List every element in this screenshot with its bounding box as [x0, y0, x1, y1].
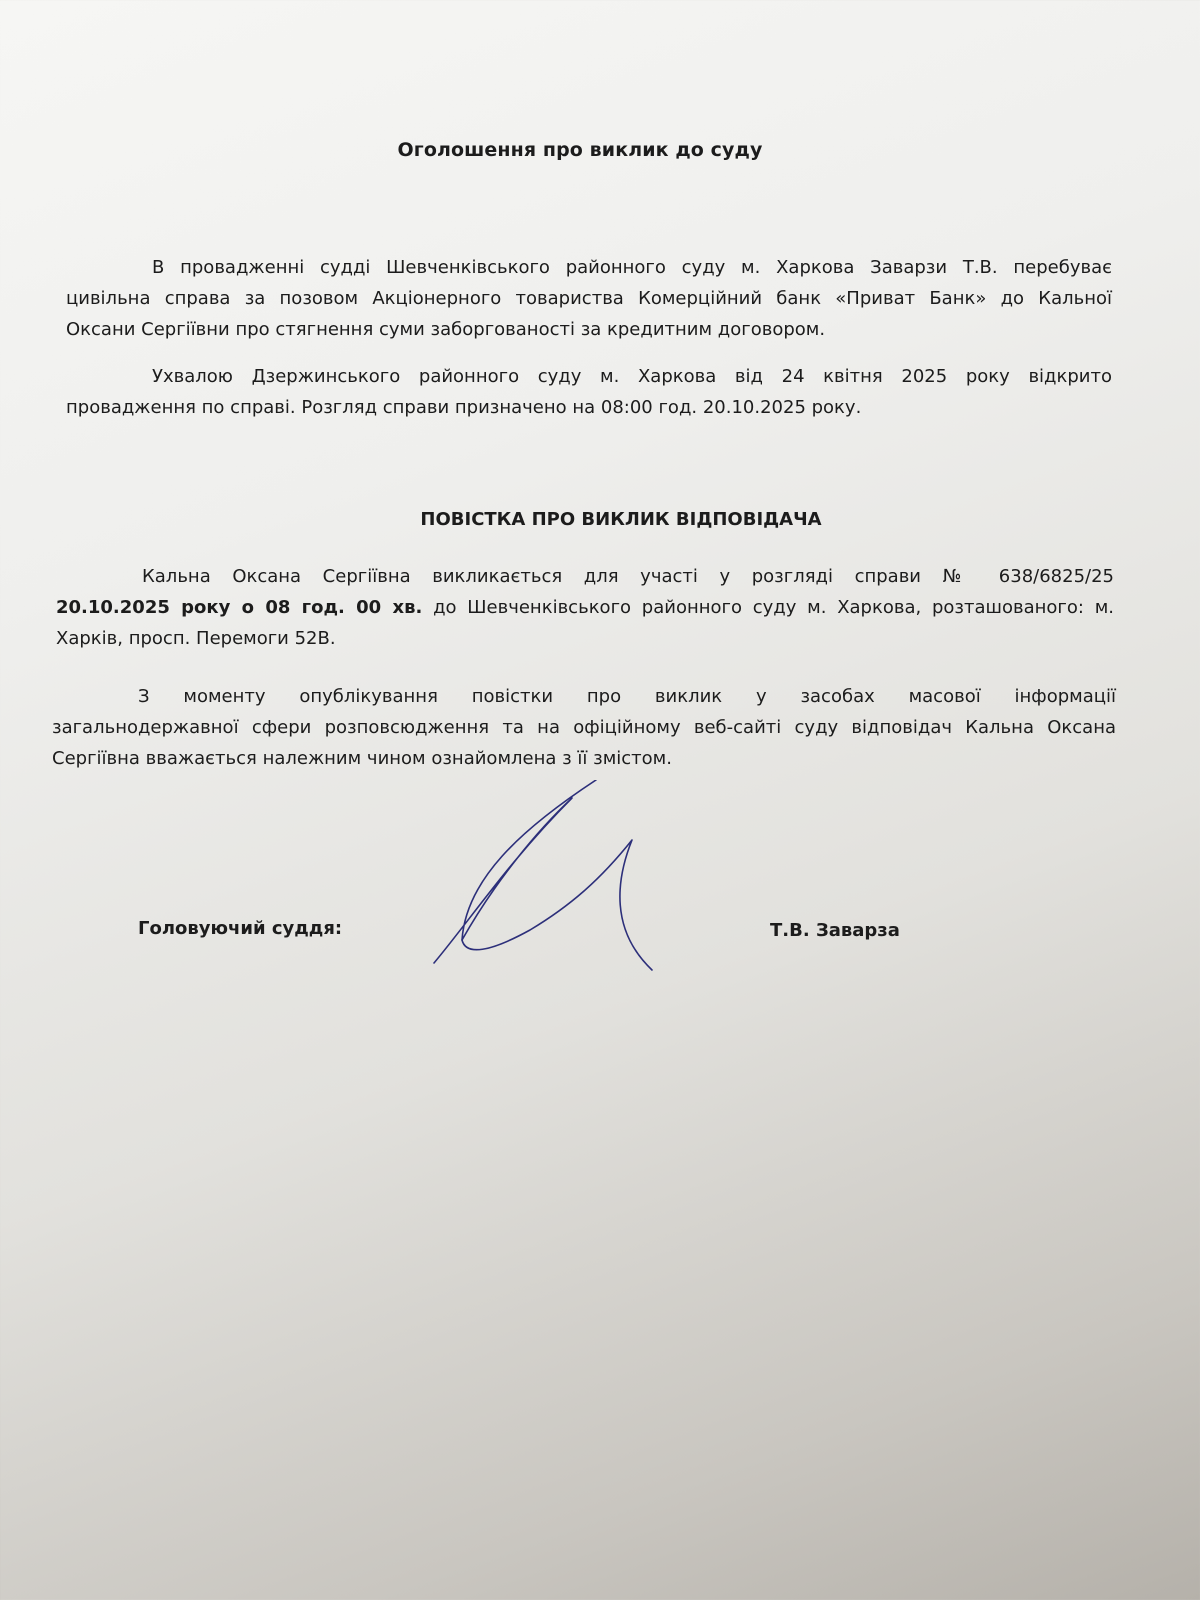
hearing-datetime: 20.10.2025 року о 08 год. 00 хв.: [56, 597, 423, 618]
paragraph-publication: [52, 681, 1116, 774]
paragraph-line: цивільна справа за позовом Акціонерного товариства Комерційний банк «Приват Банк» до Кальної: [66, 288, 1112, 309]
paragraph-line: Сергіївна вважається належним чином ознайомлена з її змістом.: [52, 748, 672, 769]
handwritten-signature: [420, 780, 680, 980]
paragraph-line: провадження по справі. Розгляд справи призначено на 08:00 год. 20.10.2025 року.: [66, 397, 862, 418]
paragraph-line: Кальна Оксана Сергіївна викликається для участі у розгляді справи № 638/6825/25: [142, 566, 1114, 587]
court-address-text: до Шевченківського районного суду м. Харкова, розташованого: м.: [422, 597, 1114, 618]
paragraph-line: Харків, просп. Перемоги 52В.: [56, 628, 336, 649]
paragraph-line: Ухвалою Дзержинського районного суду м. Харкова від 24 квітня 2025 року відкрито: [152, 366, 1112, 387]
paragraph-line: Оксани Сергіївни про стягнення суми заборгованості за кредитним договором.: [66, 319, 826, 340]
paragraph-line: З моменту опублікування повістки про виклик у засобах масової інформації: [138, 686, 1116, 707]
signature-stroke: [462, 840, 652, 970]
document-title: Оголошення про виклик до суду: [397, 139, 763, 161]
presiding-judge-label: Головуючий суддя:: [138, 918, 343, 939]
paragraph-line: загальнодержавної сфери розповсюдження та на офіційному веб-сайті суду відповідач Кальна Оксана: [52, 717, 1116, 738]
judge-name: Т.В. Заварза: [770, 920, 900, 941]
summons-subtitle: ПОВІСТКА ПРО ВИКЛИК ВІДПОВІДАЧА: [420, 509, 822, 530]
paragraph-summons: [56, 561, 1114, 654]
paragraph-line: [56, 592, 1114, 623]
paragraph-proceedings: [66, 252, 1112, 345]
signature-stroke: [434, 780, 596, 963]
paragraph-line: В провадженні судді Шевченківського районного суду м. Харкова Заварзи Т.В. перебуває: [152, 257, 1112, 278]
paragraph-ruling: [66, 361, 1112, 423]
